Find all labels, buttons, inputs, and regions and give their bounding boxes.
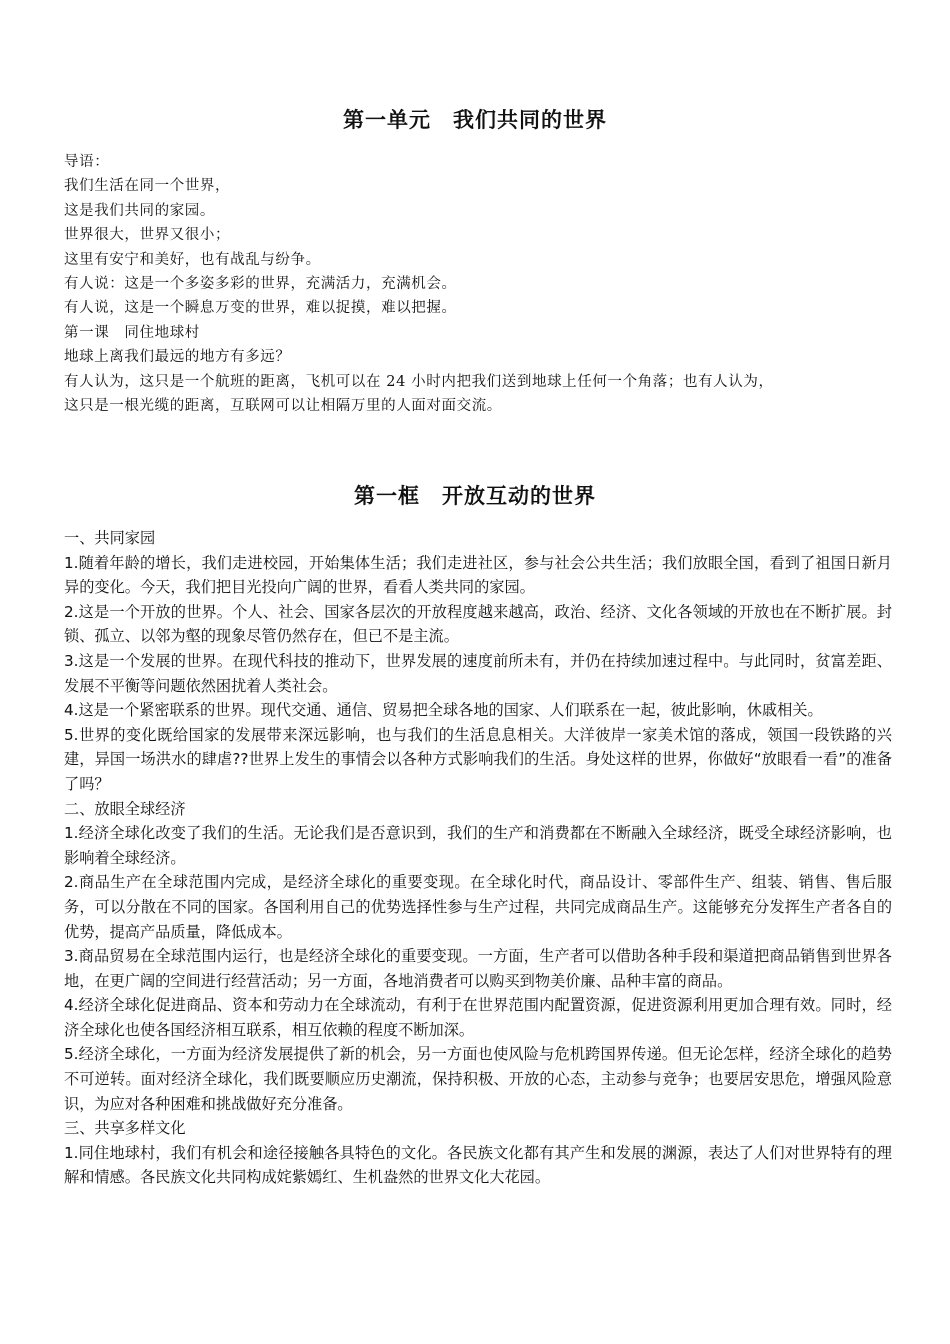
lesson-title: 第一课 同住地球村	[64, 324, 200, 341]
intro-line: 地球上离我们最远的地方有多远？	[64, 349, 291, 366]
paragraph: 2.商品生产在全球范围内完成，是经济全球化的重要变现。在全球化时代，商品设计、零部件生产、组装、销售、售后服务，可以分散在不同的国家。各国利用自己的优势选择性参与生产过程，共同完成商品生产。这能够充分发挥生产者各自的优势，提高产品质量，降低成本。	[64, 873, 892, 941]
paragraph: 3.这是一个发展的世界。在现代科技的推动下，世界发展的速度前所未有，并仍在持续加速过程中。与此同时，贫富差距、发展不平衡等问题依然困扰着人类社会。	[64, 651, 892, 695]
intro-block	[64, 150, 894, 418]
intro-line: 导语：	[64, 154, 110, 170]
intro-line: 我们生活在同一个世界，	[64, 178, 231, 195]
body-text	[64, 526, 892, 1190]
paragraph: 1.经济全球化改变了我们的生活。无论我们是否意识到，我们的生产和消费都在不断融入全球经济，既受全球经济影响，也影响着全球经济。	[64, 824, 892, 867]
intro-line: 这里有安宁和美好，也有战乱与纷争。	[64, 251, 321, 268]
section-heading: 一、共同家园	[64, 529, 156, 547]
paragraph: 4.经济全球化促进商品、资本和劳动力在全球流动，有利于在世界范围内配置资源，促进资源利用更加合理有效。同时，经济全球化也使各国经济相互联系，相互依赖的程度不断加深。	[64, 996, 892, 1039]
intro-line: 这是我们共同的家园。	[64, 202, 215, 219]
section-heading: 二、放眼全球经济	[64, 799, 186, 818]
paragraph: 5.世界的变化既给国家的发展带来深远影响，也与我们的生活息息相关。大洋彼岸一家美术馆的落成，领国一段铁路的兴建，异国一场洪水的肆虐??世界上发生的事情会以各种方式影响我们的生活。身处这样的世界，你做好“放眼看一看”的准备了吗？	[64, 725, 892, 793]
frame-title: 第一框 开放互动的世界	[354, 484, 596, 508]
intro-line: 这只是一根光缆的距离，互联网可以让相隔万里的人面对面交流。	[64, 397, 502, 414]
paragraph: 1.随着年龄的增长，我们走进校园，开始集体生活；我们走进社区，参与社会公共生活；我们放眼全国，看到了祖国日新月异的变化。今天，我们把目光投向广阔的世界，看看人类共同的家园。	[64, 553, 892, 597]
paragraph: 5.经济全球化，一方面为经济发展提供了新的机会，另一方面也使风险与危机跨国界传递。但无论怎样，经济全球化的趋势不可逆转。面对经济全球化，我们既要顺应历史潮流，保持积极、开放的心态，主动参与竞争；也要居安思危，增强风险意识，为应对各种困难和挑战做好充分准备。	[64, 1045, 892, 1113]
section-heading: 三、共享多样文化	[64, 1119, 186, 1138]
intro-line: 有人认为，这只是一个航班的距离，飞机可以在 24 小时内把我们送到地球上任何一个角落；也有人认为，	[64, 373, 774, 390]
intro-line: 有人说，这是一个瞬息万变的世界，难以捉摸，难以把握。	[64, 300, 457, 317]
paragraph: 4.这是一个紧密联系的世界。现代交通、通信、贸易把全球各地的国家、人们联系在一起，彼此影响，休戚相关。	[64, 701, 823, 720]
intro-line: 世界很大，世界又很小；	[64, 227, 231, 244]
intro-line: 有人说：这是一个多姿多彩的世界，充满活力，充满机会。	[64, 275, 457, 292]
paragraph: 3.商品贸易在全球范围内运行，也是经济全球化的重要变现。一方面，生产者可以借助各种手段和渠道把商品销售到世界各地，在更广阔的空间进行经营活动；另一方面，各地消费者可以购买到物美价廉、品种丰富的商品。	[64, 947, 892, 990]
paragraph: 2.这是一个开放的世界。个人、社会、国家各层次的开放程度越来越高，政治、经济、文化各领域的开放也在不断扩展。封锁、孤立、以邻为壑的现象尽管仍然存在，但已不是主流。	[64, 602, 892, 646]
paragraph: 1.同住地球村，我们有机会和途径接触各具特色的文化。各民族文化都有其产生和发展的渊源，表达了人们对世界特有的理解和情感。各民族文化共同构成姹紫嫣红、生机盎然的世界文化大花园。	[64, 1143, 892, 1187]
unit-title: 第一单元 我们共同的世界	[343, 108, 607, 132]
